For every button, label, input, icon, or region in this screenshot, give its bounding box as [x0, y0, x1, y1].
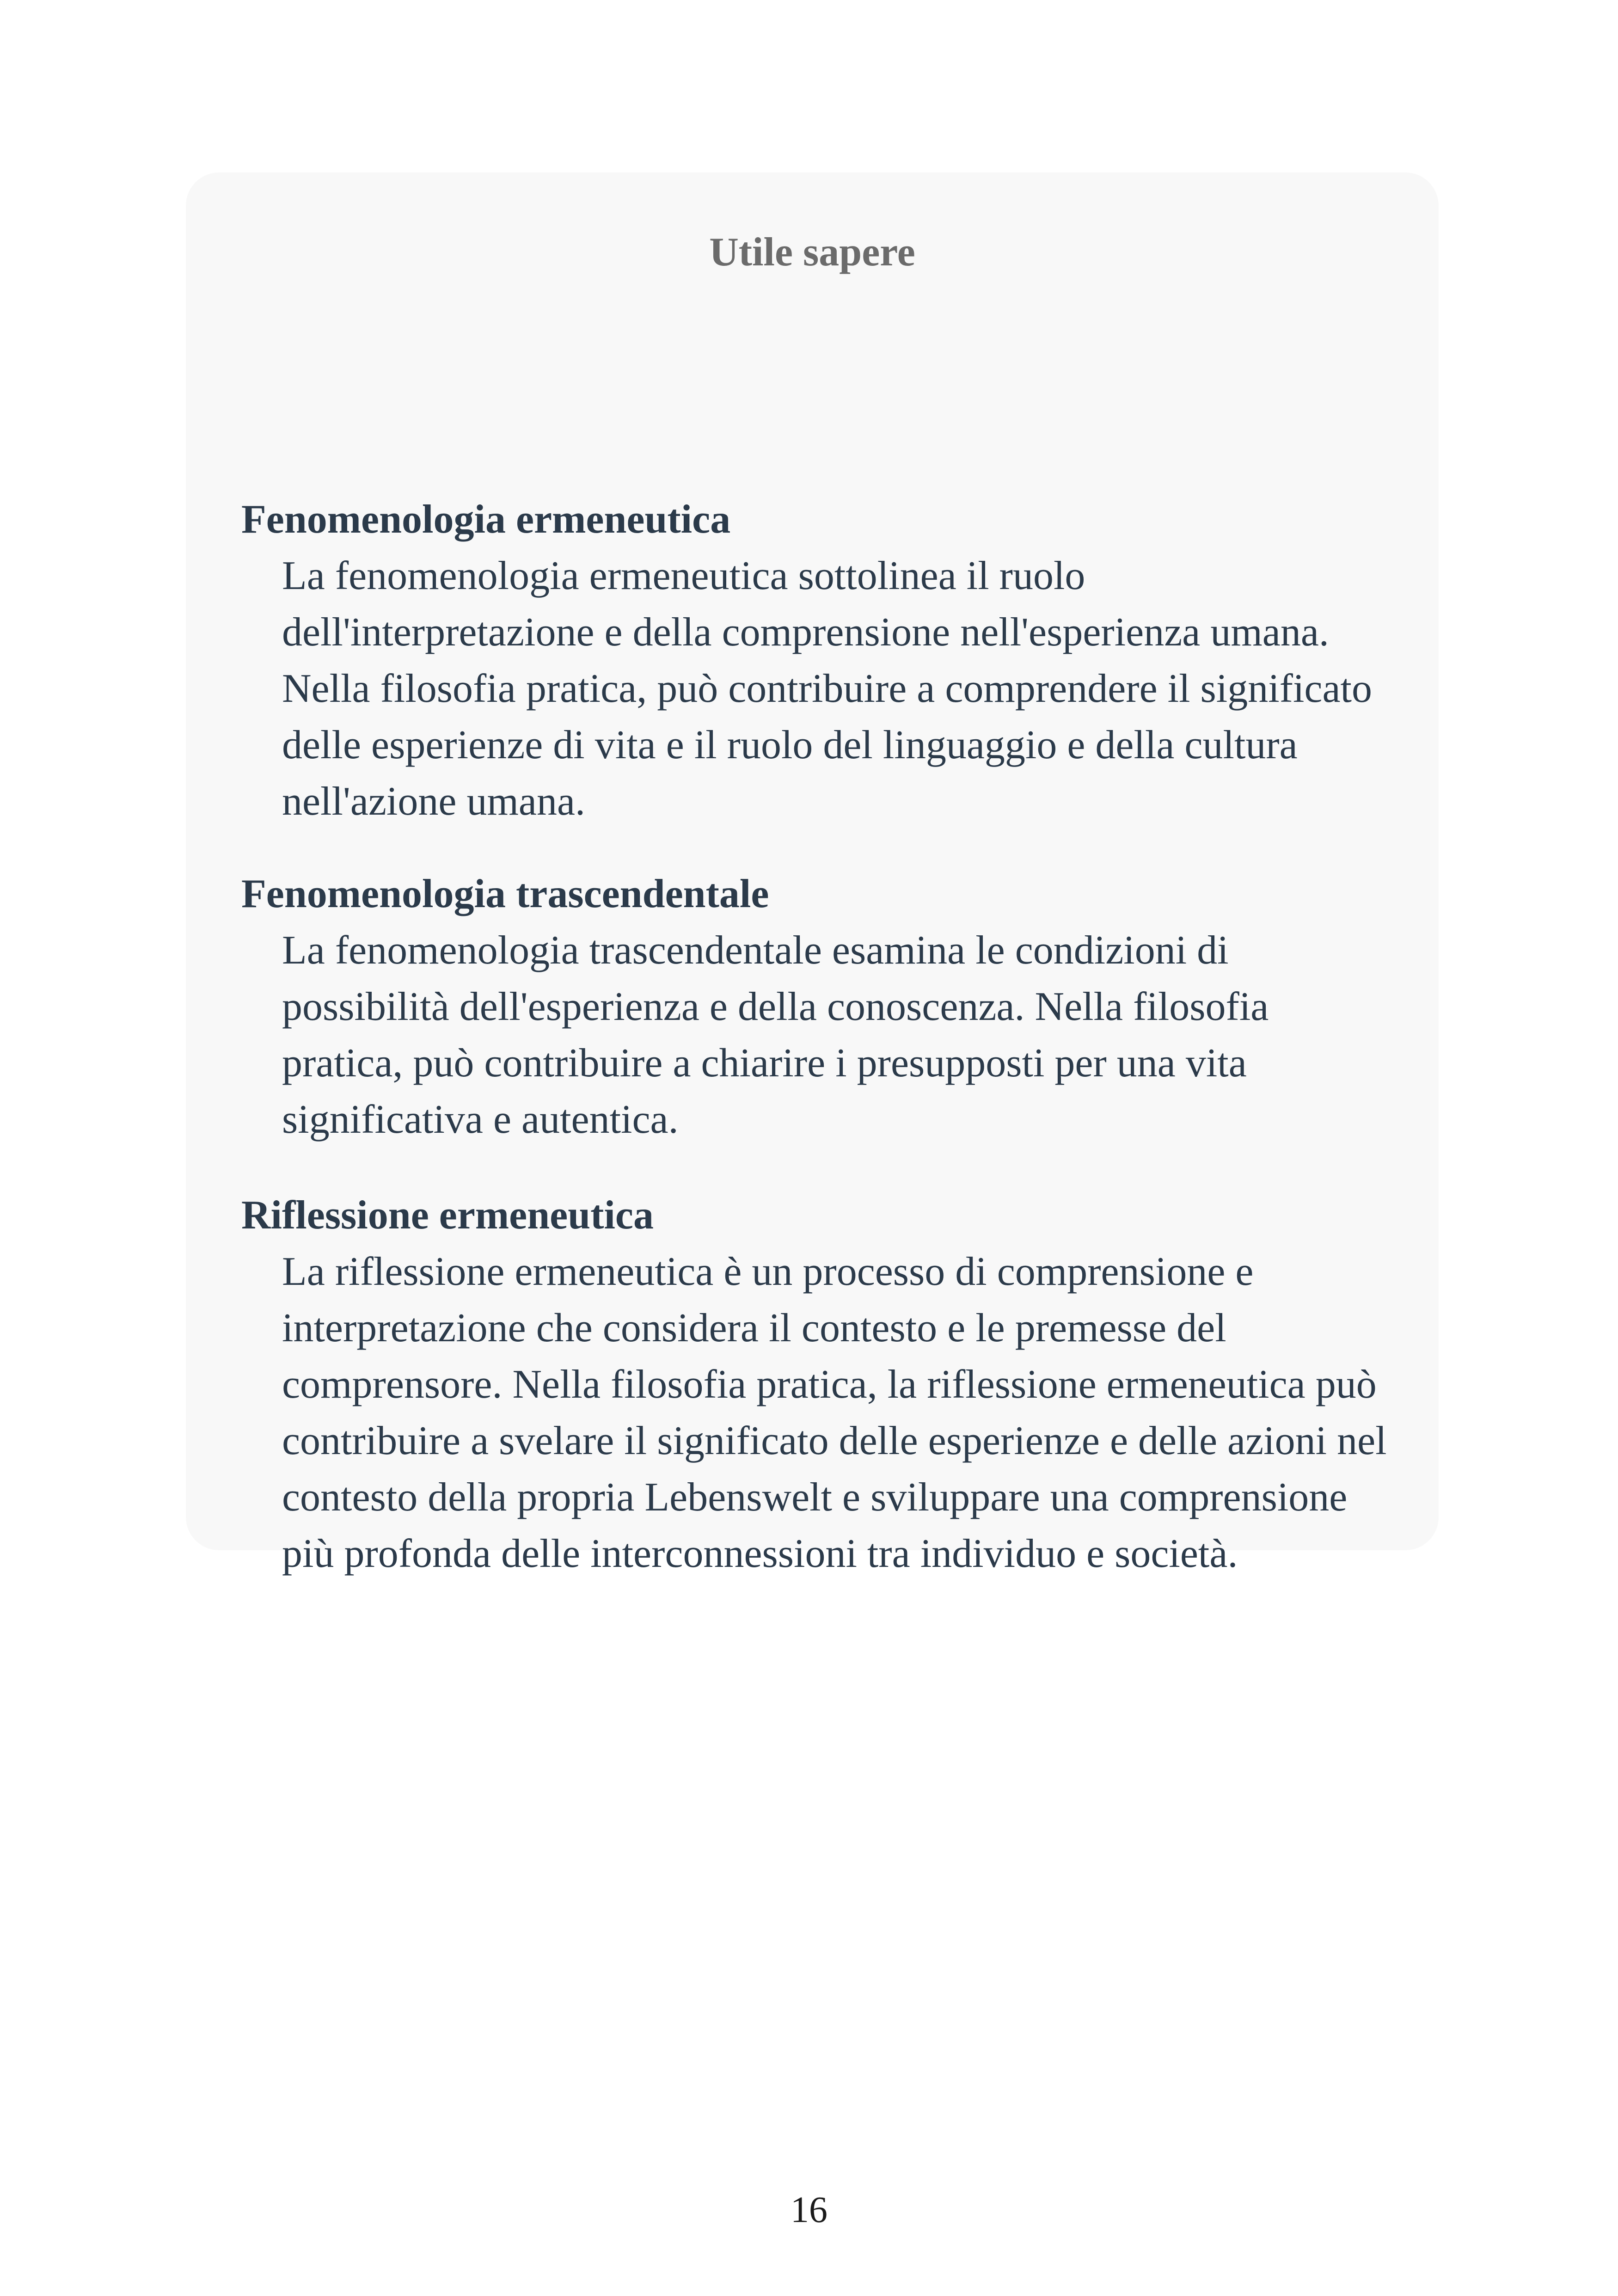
glossary-entry	[241, 491, 1388, 830]
glossary-term: Fenomenologia trascendentale	[241, 872, 769, 916]
glossary-entry	[241, 866, 1388, 1148]
info-box-title: Utile sapere	[709, 230, 915, 275]
glossary-definition: La fenomenologia ermeneutica sottolinea il ruolo dell'interpretazione e della comprensione nell'esperienza umana. Nella filosofia pratica, può contribuire a comprendere il significato delle esperienze di vita e il ruolo del linguaggio e della cultura nell'azione umana.	[282, 553, 1372, 824]
glossary-term: Riflessione ermeneutica	[241, 1193, 654, 1238]
info-box	[186, 172, 1439, 1576]
glossary-definition: La riflessione ermeneutica è un processo di comprensione e interpretazione che considera il contesto e le premesse del comprensore. Nella filosofia pratica, la riflessione ermeneutica può contribuire a svelare il significato delle esperienze e delle azioni nel contesto della propria Lebenswelt e sviluppare una comprensione più profonda delle interconnessioni tra individuo e società.	[282, 1249, 1387, 1576]
glossary-definition: La fenomenologia trascendentale esamina le condizioni di possibilità dell'esperienza e della conoscenza. Nella filosofia pratica, può contribuire a chiarire i presupposti per una vita significativa e autentica.	[282, 928, 1269, 1142]
page-number: 16	[791, 2190, 827, 2230]
glossary-entry	[241, 1187, 1388, 1582]
glossary-term: Fenomenologia ermeneutica	[241, 497, 731, 542]
